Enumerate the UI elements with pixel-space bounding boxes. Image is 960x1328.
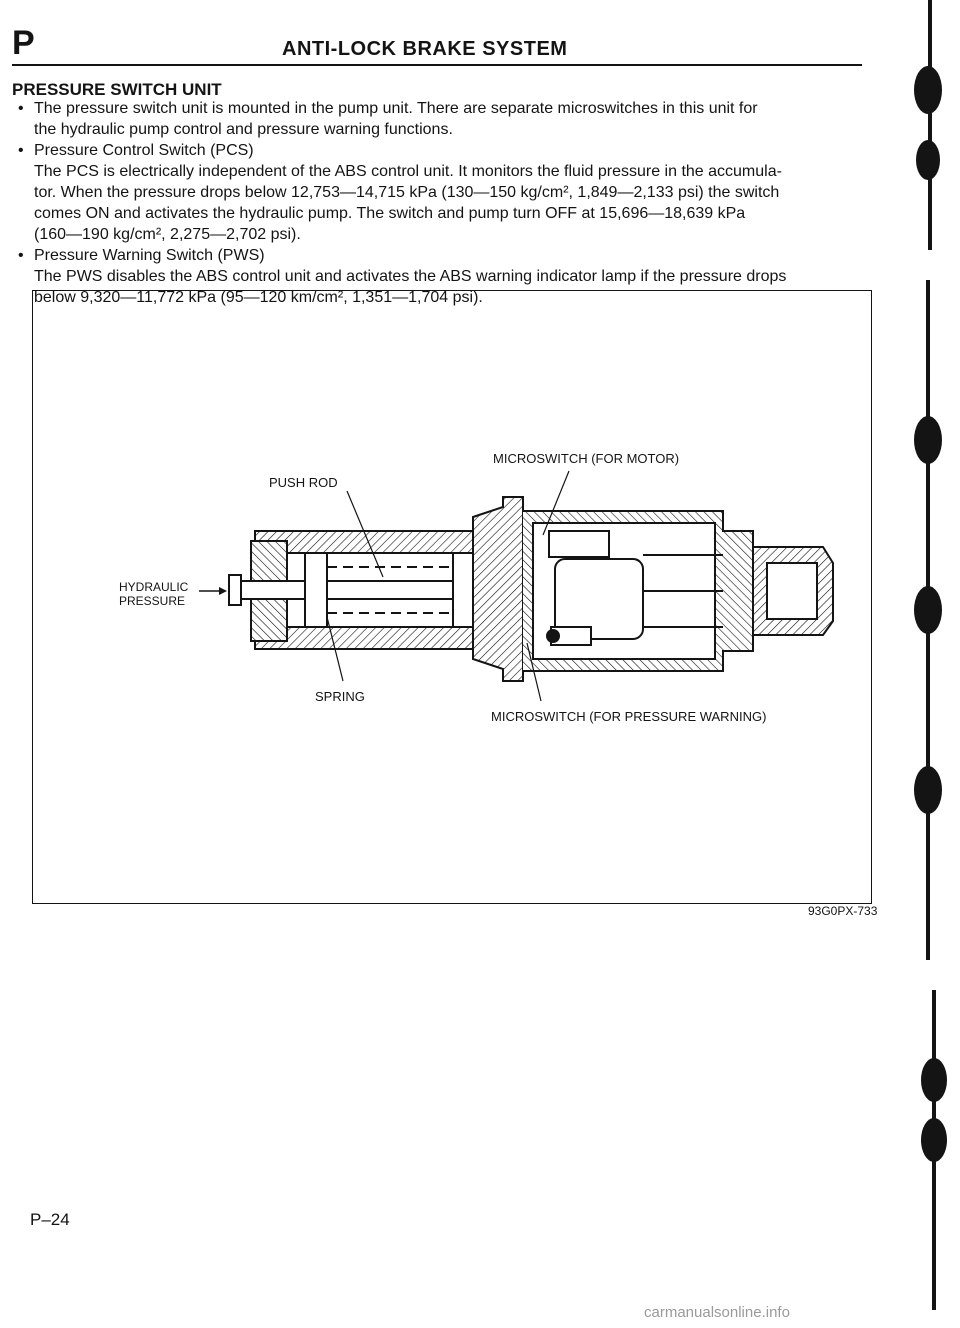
bullet-dot: • [18, 247, 24, 264]
label-spring: SPRING [315, 689, 365, 704]
cylinder-housing-bottom [255, 627, 485, 649]
binding-edge-marks [896, 0, 956, 1328]
text-line: (160—190 kg/cm², 2,275—2,702 psi). [34, 226, 301, 243]
binding-hole-5 [914, 766, 942, 814]
text-line: The PWS disables the ABS control unit and activates the ABS warning indicator lamp if the pressure drops [34, 268, 787, 285]
bullet-paragraph-intro [18, 98, 868, 140]
binding-hole-1 [914, 66, 942, 114]
pressure-arrowhead [219, 587, 227, 595]
binding-line-top [928, 0, 932, 250]
text-line: tor. When the pressure drops below 12,753—14,715 kPa (130—150 kg/cm², 1,849—2,133 psi) the switch [34, 184, 780, 201]
text-line: Pressure Control Switch (PCS) [34, 142, 254, 159]
center-flange [473, 497, 523, 681]
cylinder-housing-top [255, 531, 485, 553]
binding-hole-4 [914, 586, 942, 634]
label-microswitch-warning: MICROSWITCH (FOR PRESSURE WARNING) [491, 709, 767, 724]
text-line: Pressure Warning Switch (PWS) [34, 247, 265, 264]
page-number: P–24 [30, 1210, 70, 1229]
bullet-paragraph-pcs [18, 140, 868, 245]
text-line: comes ON and activates the hydraulic pump. The switch and pump turn OFF at 15,696—18,639 kPa [34, 205, 746, 222]
binding-hole-2 [916, 140, 940, 180]
text-line: the hydraulic pump control and pressure warning functions. [34, 121, 453, 138]
header-rule [12, 64, 862, 66]
switch-body [199, 497, 833, 681]
figure-frame [32, 290, 872, 904]
binding-hole-3 [914, 416, 942, 464]
text-line: below 9,320—11,772 kPa (95—120 km/cm², 1,351—1,704 psi). [34, 289, 483, 306]
connector-socket [767, 563, 817, 619]
binding-hole-6 [921, 1058, 947, 1102]
text-line: The PCS is electrically independent of the ABS control unit. It monitors the fluid pressure in the accumula- [34, 163, 782, 180]
actuator-ball [547, 630, 559, 642]
rod-end [229, 575, 241, 605]
pressure-switch-diagram [33, 291, 870, 902]
text-line: The pressure switch unit is mounted in the pump unit. There are separate microswitches in this unit for [34, 100, 758, 117]
binding-hole-7 [921, 1118, 947, 1162]
label-microswitch-motor: MICROSWITCH (FOR MOTOR) [493, 451, 680, 466]
piston [305, 553, 327, 627]
section-letter: P [12, 24, 35, 62]
footer-url: carmanualsonline.info [644, 1304, 790, 1321]
page-header-title: ANTI-LOCK BRAKE SYSTEM [282, 38, 568, 60]
microswitch-motor [549, 531, 609, 557]
push-rod [233, 581, 483, 599]
section-heading: PRESSURE SWITCH UNIT [12, 80, 222, 99]
body-text [18, 98, 868, 308]
label-push-rod: PUSH ROD [269, 475, 338, 490]
label-hydraulic: HYDRAULIC [119, 580, 189, 594]
figure-code: 93G0PX-733 [808, 904, 878, 918]
bullet-dot: • [18, 142, 24, 159]
bullet-dot: • [18, 100, 24, 117]
label-pressure: PRESSURE [119, 594, 186, 608]
